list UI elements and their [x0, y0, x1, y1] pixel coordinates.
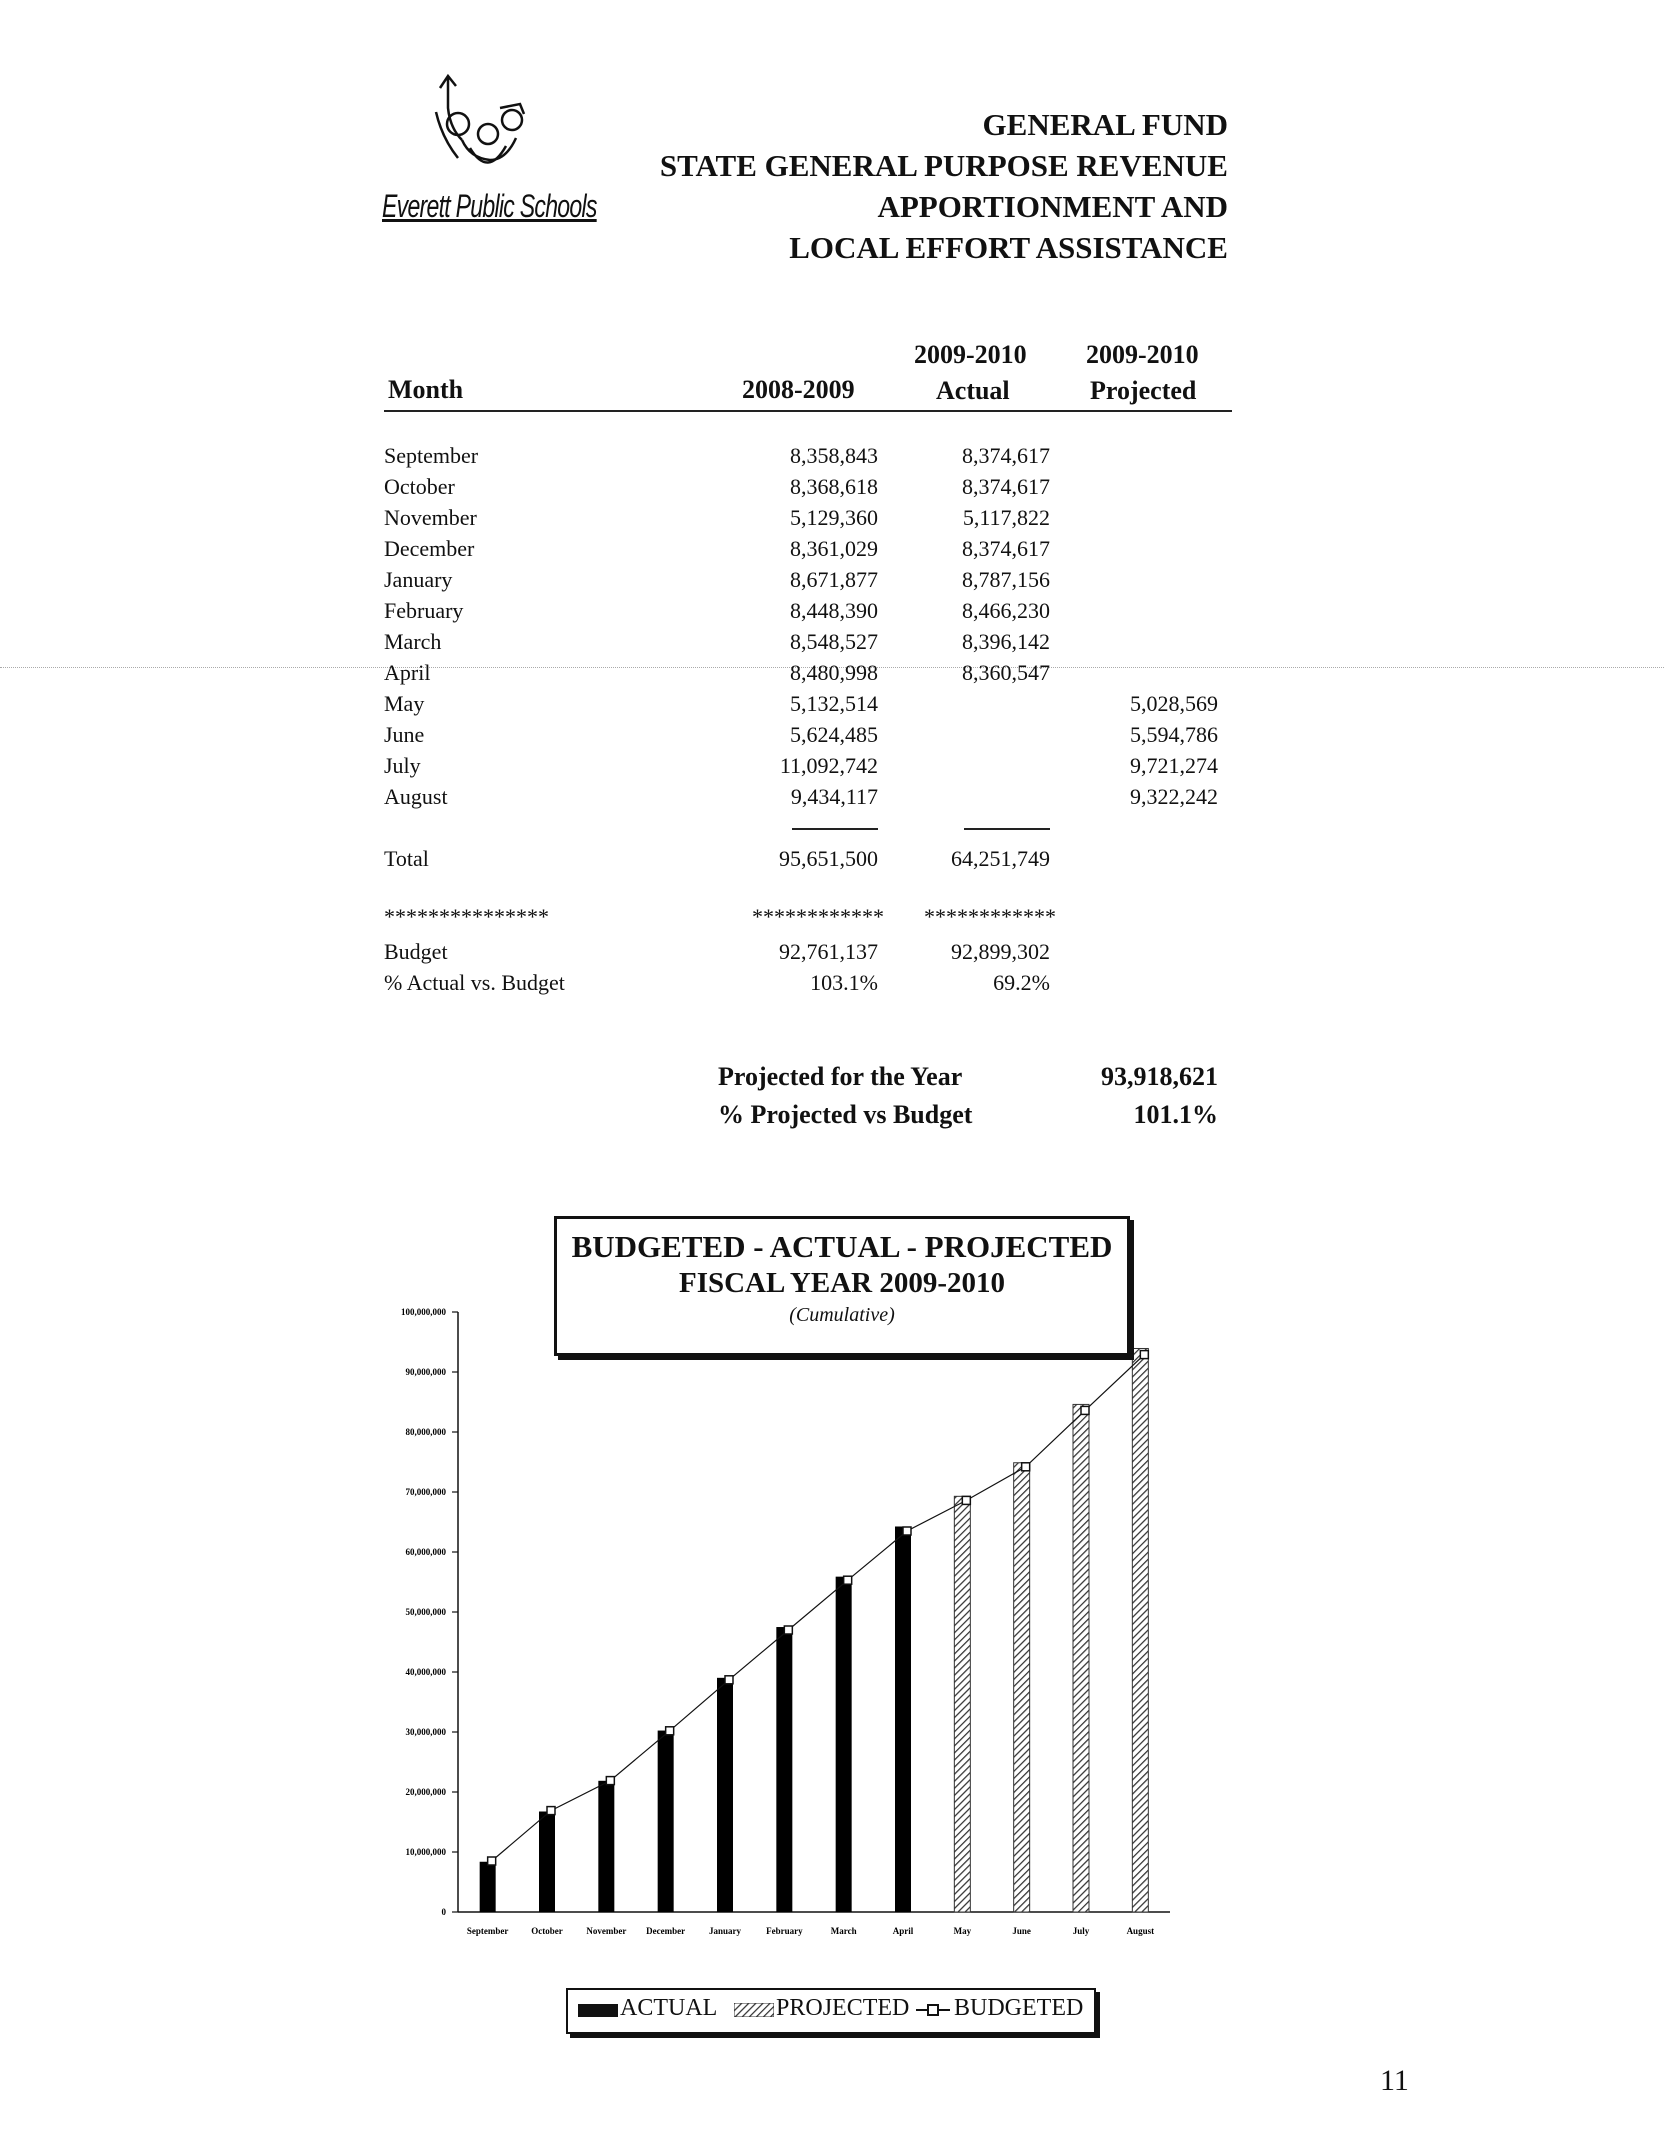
projected-year-label: Projected for the Year: [718, 1062, 963, 1091]
row-actual: 5,117,822: [962, 505, 1050, 530]
y-tick-label: 50,000,000: [405, 1607, 446, 1617]
budget-label: Budget: [384, 939, 448, 964]
bar-actual: [539, 1812, 555, 1912]
bar-actual: [776, 1627, 792, 1912]
header-month: Month: [388, 375, 464, 404]
row-prior: 8,358,843: [790, 443, 878, 468]
logo-figures-icon: [370, 68, 590, 188]
row-prior: 9,434,117: [790, 784, 878, 809]
row-projected: 5,594,786: [1130, 722, 1218, 747]
budgeted-point: [962, 1496, 970, 1504]
budgeted-point: [1081, 1406, 1089, 1414]
chart-note: (Cumulative): [789, 1304, 895, 1326]
budget-actual: 92,899,302: [951, 939, 1050, 964]
row-prior: 5,129,360: [790, 505, 878, 530]
row-prior: 8,368,618: [790, 474, 878, 499]
title-line-4: LOCAL EFFORT ASSISTANCE: [789, 230, 1228, 265]
bar-projected: [1014, 1463, 1030, 1912]
row-prior: 8,448,390: [790, 598, 878, 623]
row-projected: 5,028,569: [1130, 691, 1218, 716]
budgeted-point: [606, 1777, 614, 1785]
logo: [370, 68, 597, 238]
bar-actual: [836, 1577, 852, 1912]
chart-subtitle: FISCAL YEAR 2009-2010: [678, 1267, 1005, 1299]
row-prior: 8,480,998: [790, 660, 878, 685]
x-tick-label: April: [892, 1926, 914, 1936]
title-line-3: APPORTIONMENT AND: [877, 189, 1228, 224]
y-tick-label: 90,000,000: [405, 1367, 446, 1377]
header-2008-2009: 2008-2009: [742, 375, 855, 404]
bar-actual: [895, 1526, 911, 1912]
row-month: August: [384, 784, 448, 809]
cumulative-chart: [370, 1290, 1200, 1960]
budgeted-point: [784, 1626, 792, 1634]
bar-actual: [658, 1731, 674, 1912]
x-tick-label: January: [708, 1926, 742, 1936]
budgeted-point: [903, 1527, 911, 1535]
x-tick-label: May: [953, 1926, 972, 1936]
row-actual: 8,396,142: [962, 629, 1050, 654]
header-rule: [384, 410, 1232, 412]
total-label: Total: [384, 846, 429, 871]
legend-budgeted-swatch: [914, 2002, 952, 2018]
pct-actual-label: % Actual vs. Budget: [384, 970, 565, 995]
chart-title: BUDGETED - ACTUAL - PROJECTED: [571, 1229, 1113, 1264]
subtotal-rule-actual: [964, 828, 1050, 830]
row-month: November: [384, 505, 477, 530]
projected-year-value: 93,918,621: [1101, 1062, 1218, 1091]
header-projected-year: 2009-2010: [1086, 340, 1199, 369]
subtotal-rule-prior: [792, 828, 878, 830]
stars-prior: ************: [752, 904, 884, 929]
title-line-2: STATE GENERAL PURPOSE REVENUE: [659, 148, 1228, 183]
x-tick-label: September: [466, 1926, 509, 1936]
row-actual: 8,360,547: [962, 660, 1050, 685]
document-title: [660, 104, 1228, 268]
row-month: January: [384, 567, 453, 592]
budget-prior: 92,761,137: [779, 939, 878, 964]
x-tick-label: October: [531, 1926, 563, 1936]
stars-actual: ************: [924, 904, 1056, 929]
page-number: 11: [1380, 2064, 1409, 2097]
row-month: September: [384, 443, 479, 468]
row-actual: 8,374,617: [962, 443, 1050, 468]
y-tick-label: 60,000,000: [405, 1547, 446, 1557]
row-prior: 5,624,485: [790, 722, 878, 747]
projected-pct-value: 101.1%: [1133, 1100, 1218, 1129]
title-line-1: GENERAL FUND: [982, 107, 1228, 142]
header-actual: Actual: [936, 376, 1010, 405]
legend-actual-swatch: [578, 2004, 618, 2017]
legend-projected-swatch: [734, 2003, 774, 2017]
row-prior: 8,548,527: [790, 629, 878, 654]
row-month: February: [384, 598, 464, 623]
row-actual: 8,787,156: [962, 567, 1050, 592]
row-month: October: [384, 474, 455, 499]
budgeted-point: [844, 1576, 852, 1584]
row-month: July: [384, 753, 421, 778]
y-tick-label: 80,000,000: [405, 1427, 446, 1437]
row-month: December: [384, 536, 475, 561]
x-tick-label: November: [586, 1926, 627, 1936]
x-tick-label: February: [766, 1926, 803, 1936]
budgeted-point: [666, 1727, 674, 1735]
logo-text: Everett Public Schools: [382, 188, 597, 224]
x-tick-label: August: [1126, 1926, 1155, 1936]
row-actual: 8,466,230: [962, 598, 1050, 623]
legend-projected-label: PROJECTED: [776, 1995, 910, 2021]
y-tick-label: 70,000,000: [405, 1487, 446, 1497]
row-month: April: [384, 660, 431, 685]
bar-actual: [598, 1781, 614, 1912]
row-actual: 8,374,617: [962, 536, 1050, 561]
budgeted-point: [547, 1807, 555, 1815]
legend-actual-label: ACTUAL: [620, 1995, 718, 2021]
bar-actual: [480, 1862, 496, 1912]
row-actual: 8,374,617: [962, 474, 1050, 499]
row-month: March: [384, 629, 442, 654]
pct-actual-prior: 103.1%: [810, 970, 878, 995]
y-tick-label: 10,000,000: [405, 1847, 446, 1857]
row-prior: 8,671,877: [790, 567, 878, 592]
x-tick-label: July: [1072, 1926, 1090, 1936]
y-tick-label: 40,000,000: [405, 1667, 446, 1677]
budgeted-point: [1140, 1351, 1148, 1359]
header-projected: Projected: [1090, 376, 1197, 405]
y-tick-label: 100,000,000: [401, 1307, 446, 1317]
x-tick-label: March: [830, 1926, 857, 1936]
legend-budgeted-label: BUDGETED: [954, 1995, 1084, 2021]
pct-actual-actual: 69.2%: [993, 970, 1050, 995]
row-projected: 9,721,274: [1130, 753, 1218, 778]
total-actual: 64,251,749: [951, 846, 1050, 871]
y-tick-label: 20,000,000: [405, 1787, 446, 1797]
bar-projected: [1132, 1348, 1148, 1912]
budgeted-line: [492, 1355, 1145, 1861]
row-month: May: [384, 691, 425, 716]
budgeted-point: [1022, 1463, 1030, 1471]
row-month: June: [384, 722, 425, 747]
row-prior: 11,092,742: [779, 753, 878, 778]
total-prior: 95,651,500: [779, 846, 878, 871]
x-tick-label: June: [1012, 1926, 1031, 1936]
row-prior: 5,132,514: [790, 691, 878, 716]
x-tick-label: December: [646, 1926, 686, 1936]
stars-label: ***************: [384, 904, 549, 929]
row-prior: 8,361,029: [790, 536, 878, 561]
budgeted-point: [488, 1857, 496, 1865]
chart-legend: [566, 1988, 1096, 2034]
bar-projected: [954, 1496, 970, 1912]
bar-projected: [1073, 1404, 1089, 1912]
y-tick-label: 0: [441, 1907, 446, 1917]
projected-pct-label: % Projected vs Budget: [718, 1100, 973, 1129]
y-tick-label: 30,000,000: [405, 1727, 446, 1737]
budgeted-point: [725, 1676, 733, 1684]
bar-actual: [717, 1678, 733, 1912]
row-projected: 9,322,242: [1130, 784, 1218, 809]
chart-title-box: [554, 1216, 1130, 1356]
header-actual-year: 2009-2010: [914, 340, 1027, 369]
